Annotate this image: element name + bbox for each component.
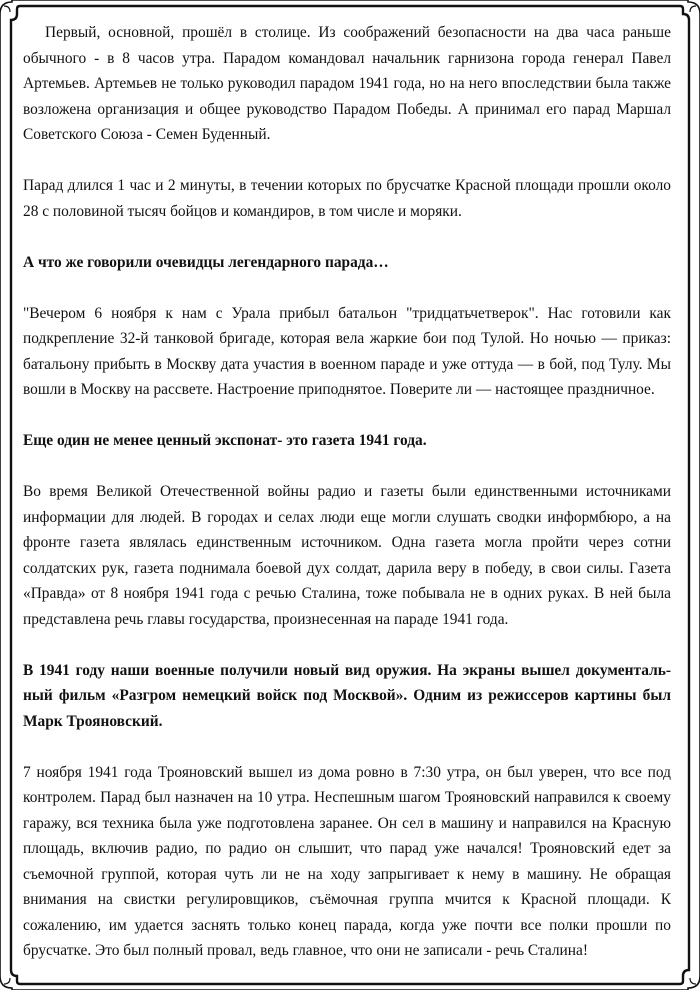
heading-documentary-film: В 1941 году наши военные получили новый вид оружия. На экраны вышел документальный фильм «Разгром немецкий войск под Москвой». Одним из режиссеров картины был Марк Трояновский. bbox=[23, 661, 671, 730]
paragraph-parade-capital: Первый, основной, прошёл в столице. Из соображений безопасности на два часа раньше обычного - в 8 часов утра. Парадом командовал начальник гарнизона города генерал Павел Артемьев. Артемьев не только руководил парадом 1941 года, но на него впоследствии была также возложена организация и общее руководство Парадом Победы. А принимал его парад Маршал Советского Союза - Семен Буденный. bbox=[23, 24, 671, 143]
paragraph-parade-duration: Парад длился 1 час и 2 минуты, в течении которых по брусчатке Красной площади прошли около 28 с половиной тысяч бойцов и командиров, в том числе и моряки. bbox=[23, 177, 671, 220]
heading-newspaper-exhibit: Еще один не менее ценный экспонат- это газета 1941 года. bbox=[23, 432, 427, 449]
paragraph-troyanovsky: 7 ноября 1941 года Трояновский вышел из дома ровно в 7:30 утра, он был уверен, что все под контролем. Парад был назначен на 10 утра. Неспешным шагом Трояновский направился к своему гаражу, вся техника была уже подготовлена заранее. Он сел в машину и направился на Красную площадь, включив радио, по радио он слышит, что парад уже начался! Трояновский едет за съемочной группой, которая чуть ли не на ходу запрыгивает к нему в машину. Не обращая внимания на свистки регулировщиков, съёмочная группа мчится к Красной площади. К сожалению, им удается заснять только конец парада, когда уже почти все полки прошли по брусчатке. Это был полный провал, ведь главное, что они не записали - речь Сталина! bbox=[23, 763, 671, 959]
heading-eyewitnesses: А что же говорили очевидцы легендарного парада… bbox=[23, 253, 389, 271]
paragraph-newspapers: Во время Великой Отечественной войны радио и газеты были единственными источниками информации для людей. В городах и селах люди еще могли слушать сводки информбюро, а на фронте газета являлась единственным источником. Одна газета могла пройти через сотни солдатских рук, газета поднимала боевой дух солдат, дарила веру в победу, в свои силы. Газета «Правда» от 8 ноября 1941 года с речью Сталина, тоже побывала не в одних руках. В ней была представлена речь главы государства, произнесенная на параде 1941 года. bbox=[23, 483, 671, 628]
paragraph-eyewitness-quote: "Вечером 6 ноября к нам с Урала прибыл батальон "тридцатьчетверок". Нас готовили как подкрепление 32-й танковой бригаде, которая вела жаркие бои под Тулой. Но ночью — приказ: батальону прибыть в Москву дата участия в военном параде и уже оттуда — в бой, под Тулу. Мы вошли в Москву на рассвете. Настроение приподнятое. Поверите ли — настоящее праздничное. bbox=[23, 304, 671, 398]
article-body bbox=[23, 20, 671, 964]
